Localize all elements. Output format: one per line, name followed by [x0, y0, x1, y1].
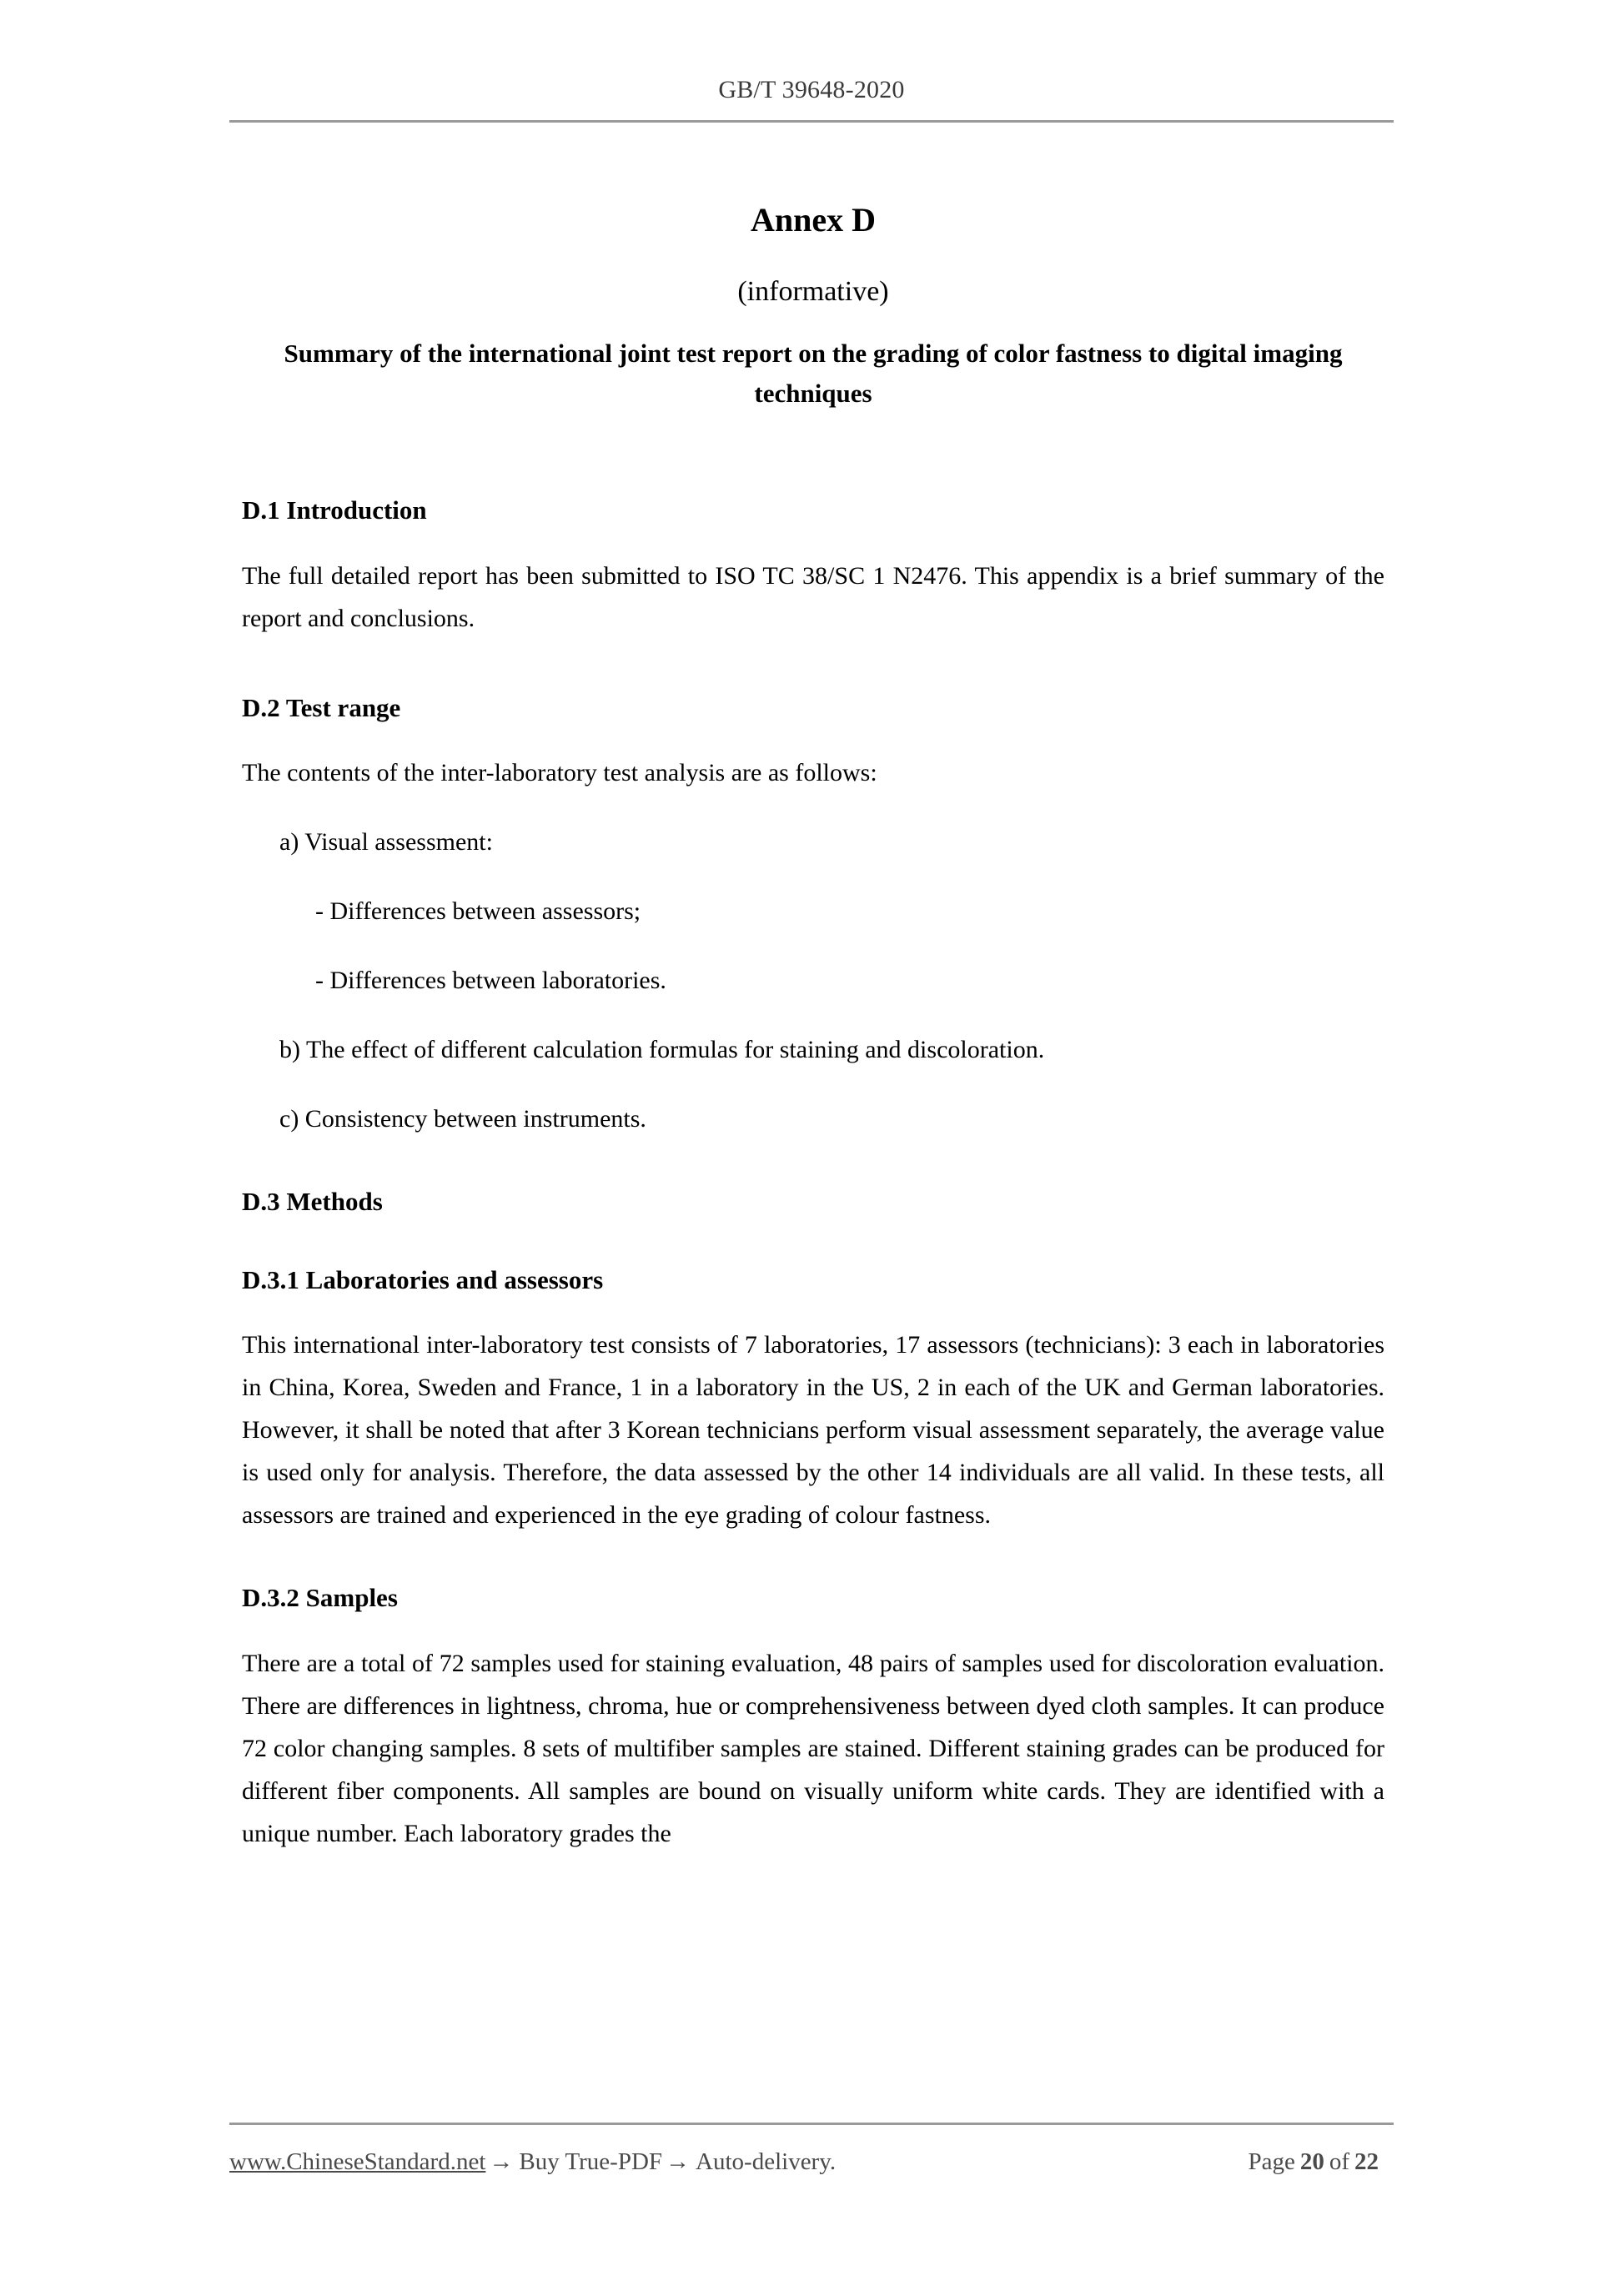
list-item: b) The effect of different calculation formulas for staining and discoloration.	[279, 1035, 1045, 1063]
annex-subtitle: Summary of the international joint test report on the grading of color fastness to digital imaging techniques	[284, 339, 1343, 409]
list-item: - Differences between laboratories.	[315, 966, 666, 994]
paragraph-d2-intro: The contents of the inter-laboratory test analysis are as follows:	[242, 758, 877, 786]
heading-d2: D.2 Test range	[242, 692, 401, 722]
heading-d1: D.1 Introduction	[242, 495, 427, 525]
paragraph-d32: There are a total of 72 samples used for staining evaluation, 48 pairs of samples used for discoloration evaluation. There are differences in lightness, chroma, hue or comprehensiveness between dyed cloth samples. It can produce 72 color changing samples. 8 sets of multifiber samples are stained. Different staining grades can be produced for different fiber components. All samples are bound on visually uniform white cards. They are identified with a unique number. Each laboratory grades the	[242, 1649, 1384, 1847]
page-content	[242, 167, 1384, 1855]
list-item: - Differences between assessors;	[315, 897, 641, 925]
paragraph-d1: The full detailed report has been submitted to ISO TC 38/SC 1 N2476. This appendix is a brief summary of the report and conclusions.	[242, 561, 1384, 632]
arrow-right-icon: →	[489, 2148, 514, 2175]
heading-d3: D.3 Methods	[242, 1186, 383, 1216]
page-footer	[229, 2123, 1394, 2178]
page-total: 22	[1354, 2148, 1379, 2175]
footer-promo	[229, 2147, 836, 2178]
list-item: a) Visual assessment:	[279, 827, 493, 856]
paragraph-d31: This international inter-laboratory test consists of 7 laboratories, 17 assessors (technicians): 3 each in laboratories in China, Korea, Sweden and France, 1 in a laboratory in the US, 2 in each of the UK and German laboratories. However, it shall be noted that after 3 Korean technicians perform visual assessment separately, the average value is used only for analysis. Therefore, the data assessed by the other 14 individuals are all valid. In these tests, all assessors are trained and experienced in the eye grading of colour fastness.	[242, 1331, 1384, 1530]
page-number: 20	[1299, 2148, 1324, 2175]
header-divider	[229, 120, 1394, 123]
annex-kind: (informative)	[737, 276, 889, 307]
footer-row	[229, 2147, 1394, 2178]
heading-d32: D.3.2 Samples	[242, 1583, 398, 1613]
annex-title: Annex D	[750, 201, 877, 239]
chinesestandard-link[interactable]: www.ChineseStandard.net	[229, 2148, 486, 2175]
page-label: Page	[1248, 2148, 1295, 2175]
footer-promo-delivery: Auto-delivery.	[696, 2148, 837, 2175]
footer-divider	[229, 2123, 1394, 2125]
standard-code: GB/T 39648-2020	[718, 76, 905, 103]
page-of-label: of	[1329, 2148, 1349, 2175]
page-indicator	[1248, 2147, 1394, 2178]
list-item: c) Consistency between instruments.	[279, 1104, 646, 1133]
heading-d31: D.3.1 Laboratories and assessors	[242, 1265, 604, 1295]
arrow-right-icon: →	[666, 2148, 691, 2175]
page-header	[229, 75, 1394, 123]
footer-promo-buy: Buy True-PDF	[519, 2148, 663, 2175]
